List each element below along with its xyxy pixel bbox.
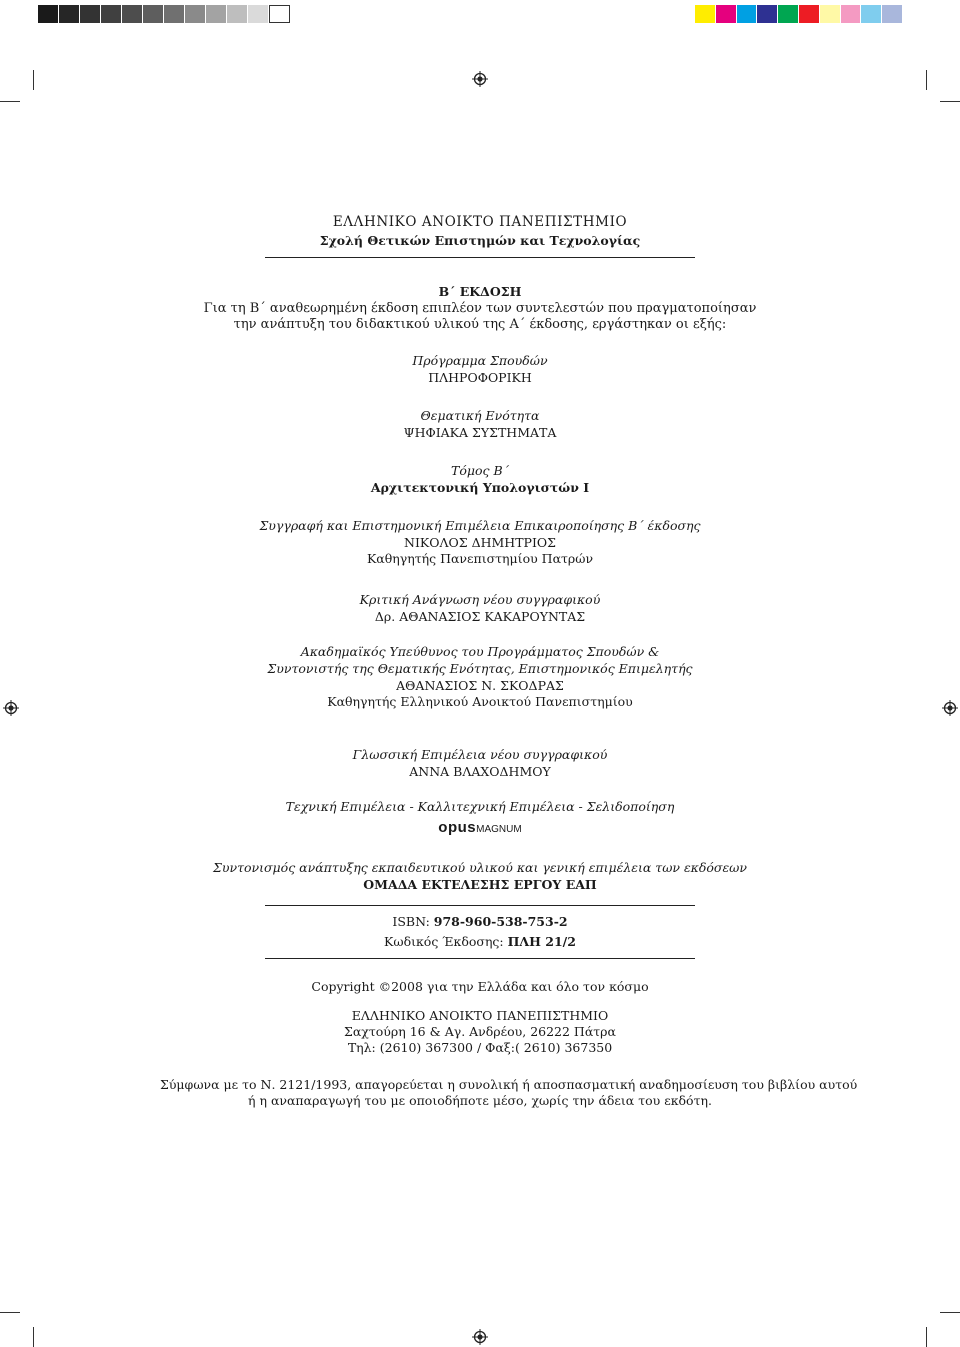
unit-value: ΨΗΦΙΑΚΑ ΣΥΣΤΗΜΑΤΑ — [403, 425, 557, 440]
grayscale-calibration-bar — [38, 5, 290, 23]
color-swatch — [716, 5, 737, 23]
logo-regular-text: MAGNUM — [476, 824, 522, 835]
color-swatch — [799, 5, 820, 23]
gray-swatch — [269, 5, 290, 23]
author-label: Συγγραφή και Επιστημονική Επιμέλεια Επικαιροποίησης Β΄ έκδοσης — [259, 518, 701, 533]
gray-swatch — [227, 5, 248, 23]
opus-magnum-logo — [160, 820, 800, 838]
coordination-label: Συντονισμός ανάπτυξης εκπαιδευτικού υλικού και γενική επιμέλεια των εκδόσεων — [213, 860, 747, 875]
language-label: Γλωσσική Επιμέλεια νέου συγγραφικού — [352, 747, 608, 762]
copyright-notice: Copyright ©2008 για την Ελλάδα και όλο τον κόσμο — [311, 979, 649, 994]
language-name: ΑΝΝΑ ΒΛΑΧΟΔΗΜΟΥ — [409, 764, 551, 779]
edition-note-line-1: Για τη Β΄ αναθεωρημένη έκδοση επιπλέον των συντελεστών που πραγματοποίησαν — [203, 301, 757, 316]
gray-swatch — [248, 5, 269, 23]
edition-code-value: ΠΛΗ 21/2 — [507, 934, 576, 949]
color-swatch — [695, 5, 716, 23]
volume-label: Τόμος Β΄ — [451, 463, 509, 478]
color-calibration-bar — [695, 5, 903, 23]
color-swatch — [820, 5, 841, 23]
academic-label-line-2: Συντονιστής της Θεματικής Ενότητας, Επιστημονικός Επιμελητής — [267, 661, 693, 676]
legal-notice-line-1: Σύμφωνα με το Ν. 2121/1993, απαγορεύεται η συνολική ή αποσπασματική αναδημοσίευση του βιβλίου αυτού — [160, 1077, 858, 1092]
crop-mark-top-right-h — [940, 101, 960, 102]
author-role: Καθηγητής Πανεπιστημίου Πατρών — [366, 551, 594, 566]
program-label: Πρόγραμμα Σπουδών — [412, 353, 548, 368]
crop-mark-top-left-h — [0, 101, 20, 102]
edition-title: Β΄ ΕΚΔΟΣΗ — [438, 284, 522, 299]
gray-swatch — [164, 5, 185, 23]
color-swatch — [778, 5, 799, 23]
logo-bold-text: opus — [438, 819, 477, 836]
academic-name: ΑΘΑΝΑΣΙΟΣ Ν. ΣΚΟΔΡΑΣ — [396, 678, 564, 693]
program-value: ΠΛΗΡΟΦΟΡΙΚΗ — [428, 370, 532, 385]
publisher-name: ΕΛΛΗΝΙΚΟ ΑΝΟΙΚΤΟ ΠΑΝΕΠΙΣΤΗΜΙΟ — [351, 1008, 609, 1023]
gray-swatch — [122, 5, 143, 23]
gray-swatch — [101, 5, 122, 23]
color-swatch — [882, 5, 903, 23]
author-name: ΝΙΚΟΛΟΣ ΔΗΜΗΤΡΙΟΣ — [404, 535, 556, 550]
legal-notice-line-2: ή η αναπαραγωγή του με οποιοδήποτε μέσο, χωρίς την άδεια του εκδότη. — [248, 1093, 712, 1108]
academic-label-line-1: Ακαδημαϊκός Υπεύθυνος του Προγράμματος Σπουδών & — [300, 644, 660, 659]
edition-code-label: Κωδικός Έκδοσης: — [384, 934, 508, 949]
color-swatch — [757, 5, 778, 23]
coordination-value: ΟΜΑΔΑ ΕΚΤΕΛΕΣΗΣ ΕΡΓΟΥ ΕΑΠ — [363, 877, 597, 892]
crop-mark-top-right — [926, 70, 927, 90]
isbn-line — [160, 914, 800, 930]
isbn-bottom-divider — [265, 958, 695, 959]
color-swatch — [737, 5, 758, 23]
academic-role: Καθηγητής Ελληνικού Ανοικτού Πανεπιστημίου — [327, 694, 633, 709]
edition-note-line-2: την ανάπτυξη του διδακτικού υλικού της Α΄ έκδοσης, εργάστηκαν οι εξής: — [233, 317, 727, 332]
volume-title: Αρχιτεκτονική Υπολογιστών Ι — [370, 480, 590, 495]
registration-mark-right-icon — [942, 700, 958, 716]
publisher-address: Σαχτούρη 16 & Αγ. Ανδρέου, 26222 Πάτρα — [344, 1024, 616, 1039]
gray-swatch — [80, 5, 101, 23]
university-heading: ΕΛΛΗΝΙΚΟ ΑΝΟΙΚΤΟ ΠΑΝΕΠΙΣΤΗΜΙΟ — [332, 214, 628, 230]
registration-mark-bottom-icon — [472, 1329, 488, 1345]
crop-mark-bottom-right — [926, 1327, 927, 1347]
registration-mark-left-icon — [3, 700, 19, 716]
gray-swatch — [206, 5, 227, 23]
review-name: Δρ. ΑΘΑΝΑΣΙΟΣ ΚΑΚΑΡΟΥΝΤΑΣ — [374, 609, 586, 624]
review-label: Κριτική Ανάγνωση νέου συγγραφικού — [359, 592, 601, 607]
school-name: Σχολή Θετικών Επιστημών και Τεχνολογίας — [319, 233, 641, 248]
crop-mark-bottom-right-h — [940, 1312, 960, 1313]
technical-label: Τεχνική Επιμέλεια - Καλλιτεχνική Επιμέλεια - Σελιδοποίηση — [285, 799, 675, 814]
publisher-phone: Τηλ: (2610) 367300 / Φαξ:( 2610) 367350 — [347, 1040, 613, 1055]
crop-mark-top-left — [33, 70, 34, 90]
gray-swatch — [143, 5, 164, 23]
gray-swatch — [38, 5, 59, 23]
unit-label: Θεματική Ενότητα — [420, 408, 540, 423]
isbn-top-divider — [265, 905, 695, 906]
registration-mark-top-icon — [472, 71, 488, 87]
isbn-label: ISBN: — [392, 914, 434, 929]
colophon — [160, 214, 858, 1109]
crop-mark-bottom-left — [33, 1327, 34, 1347]
color-swatch — [841, 5, 862, 23]
color-swatch — [861, 5, 882, 23]
edition-code-line — [160, 934, 800, 950]
crop-mark-bottom-left-h — [0, 1312, 20, 1313]
isbn-value: 978-960-538-753-2 — [433, 914, 568, 929]
gray-swatch — [185, 5, 206, 23]
top-divider — [265, 257, 695, 258]
gray-swatch — [59, 5, 80, 23]
